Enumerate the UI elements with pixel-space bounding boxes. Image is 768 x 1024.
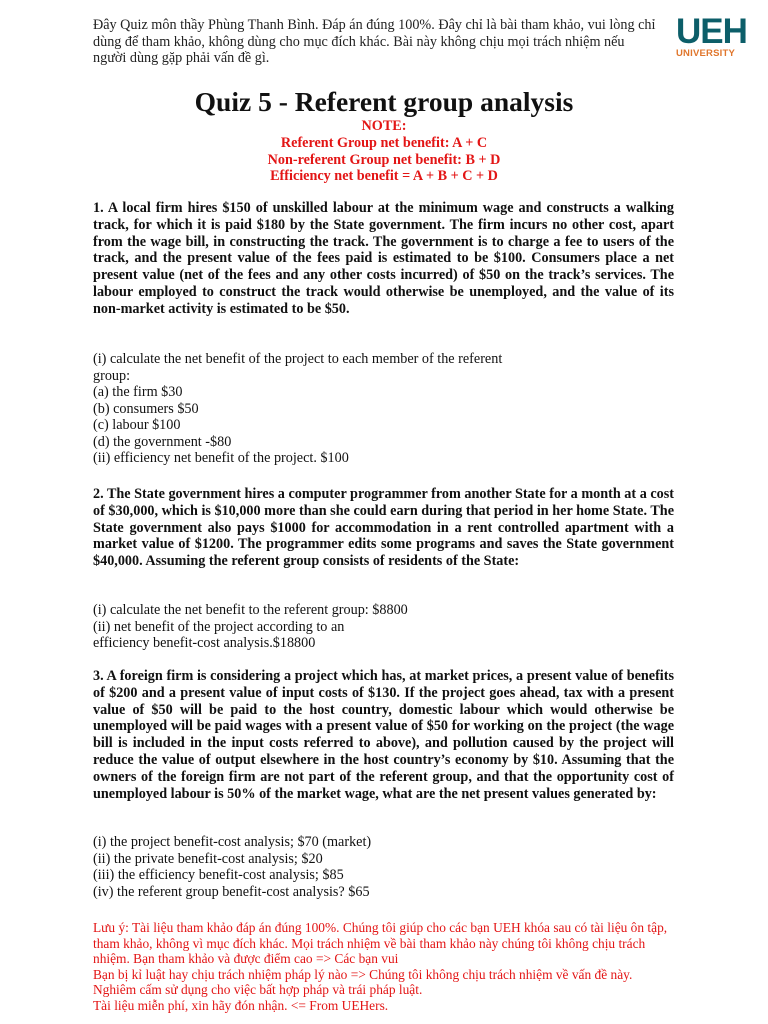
header-disclaimer: Đây Quiz môn thầy Phùng Thanh Bình. Đáp án đúng 100%. Đây chỉ là bài tham khảo, vui lòng chỉ dùng để tham khảo, không dùng cho mục đích khác. Bài này không chịu mọi trách nhiệm nếu người dùng gặp phải vấn đề gì. (93, 17, 656, 66)
footer-disclaimer (93, 920, 678, 1013)
logo-main-text: UEH (676, 12, 747, 51)
answer-line: (i) calculate the net benefit of the project to each member of the referent (93, 351, 503, 367)
note-line-efficiency: Efficiency net benefit = A + B + C + D (270, 168, 498, 185)
note-block (0, 118, 768, 185)
answer-line: (ii) efficiency net benefit of the project. $100 (93, 450, 349, 466)
answer-line: (i) calculate the net benefit to the referent group: $8800 (93, 602, 408, 618)
footer-line: Tài liệu miễn phí, xin hãy đón nhận. <= From UEHers. (93, 997, 389, 1013)
ueh-university-logo (676, 12, 748, 61)
answer-line: (b) consumers $50 (93, 400, 199, 417)
note-line-non-referent: Non-referent Group net benefit: B + D (267, 151, 501, 168)
footer-line: Nghiêm cấm sử dụng cho việc bất hợp pháp và trái pháp luật. (93, 982, 423, 997)
answer-line: (c) labour $100 (93, 417, 181, 433)
footer-line: Bạn bị kỉ luật hay chịu trách nhiệm pháp lý nào => Chúng tôi không chịu trách nhiệm về vấn đề này. (93, 966, 633, 982)
answer-line: (ii) the private benefit-cost analysis; $20 (93, 850, 323, 867)
question-1-text: 1. A local firm hires $150 of unskilled labour at the minimum wage and constructs a walking track, for which it is paid $180 by the State government. The firm incurs no other cost, apart from the wage bill, in constructing the track. The government is to charge a fee to users of the track, and the present value of the fees paid is estimated to be $100. Consumers place a net present value (net of the fees and any other costs incurred) of $50 on the track’s services. The labour employed to construct the track would otherwise be unemployed, and the value of its non-market activity is estimated to be $50. (93, 200, 674, 317)
note-line-referent: Referent Group net benefit: A + C (280, 134, 488, 151)
note-heading: NOTE: (361, 118, 407, 134)
answer-line: group: (93, 367, 131, 384)
answer-line: (ii) net benefit of the project according to an (93, 618, 345, 635)
answer-line: (iii) the efficiency benefit-cost analysis; $85 (93, 867, 344, 883)
question-3-answers (93, 834, 674, 900)
answer-line: (i) the project benefit-cost analysis; $70 (market) (93, 834, 372, 850)
question-2-text: 2. The State government hires a computer programmer from another State for a month at a cost of $30,000, which is $10,000 more than she could earn during that period in her home State. The State government also pays $1000 for accommodation in a rent controlled apartment with a market value of $1200. The programmer edits some programs and saves the State government $40,000. Assuming the referent group consists of residents of the State: (93, 486, 674, 570)
footer-paragraph: Lưu ý: Tài liệu tham khảo đáp án đúng 100%. Chúng tôi giúp cho các bạn UEH khóa sau có tài liệu ôn tập, tham khảo, không vì mục đích khác. Mọi trách nhiệm về bài tham khảo này chúng tôi không chịu trách nhiệm. Bạn tham khảo và được điểm cao => Các bạn vui (93, 920, 668, 966)
question-3-text: 3. A foreign firm is considering a project which has, at market prices, a present value of benefits of $200 and a present value of input costs of $130. If the project goes ahead, tax with a present value of $50 will be paid to the host country, domestic labour which would otherwise be unemployed will be paid wages with a present value of $50 for working on the project (the wage bill is included in the input costs referred to above), and pollution caused by the project will reduce the value of output elsewhere in the host country’s economy by $10. Assuming that the owners of the foreign firm are not part of the referent group, and that the opportunity cost of unemployed labour is 50% of the market wage, what are the net present values generated by: (93, 668, 674, 802)
answer-line: (iv) the referent group benefit-cost analysis? $65 (93, 883, 370, 900)
answer-line: (d) the government -$80 (93, 433, 232, 450)
answer-line: efficiency benefit-cost analysis.$18800 (93, 635, 316, 651)
logo-sub-text: UNIVERSITY (676, 48, 736, 59)
answer-line: (a) the firm $30 (93, 384, 183, 400)
page-title: Quiz 5 - Referent group analysis (194, 86, 574, 117)
question-1-answers (93, 351, 674, 467)
question-2-answers (93, 602, 674, 652)
